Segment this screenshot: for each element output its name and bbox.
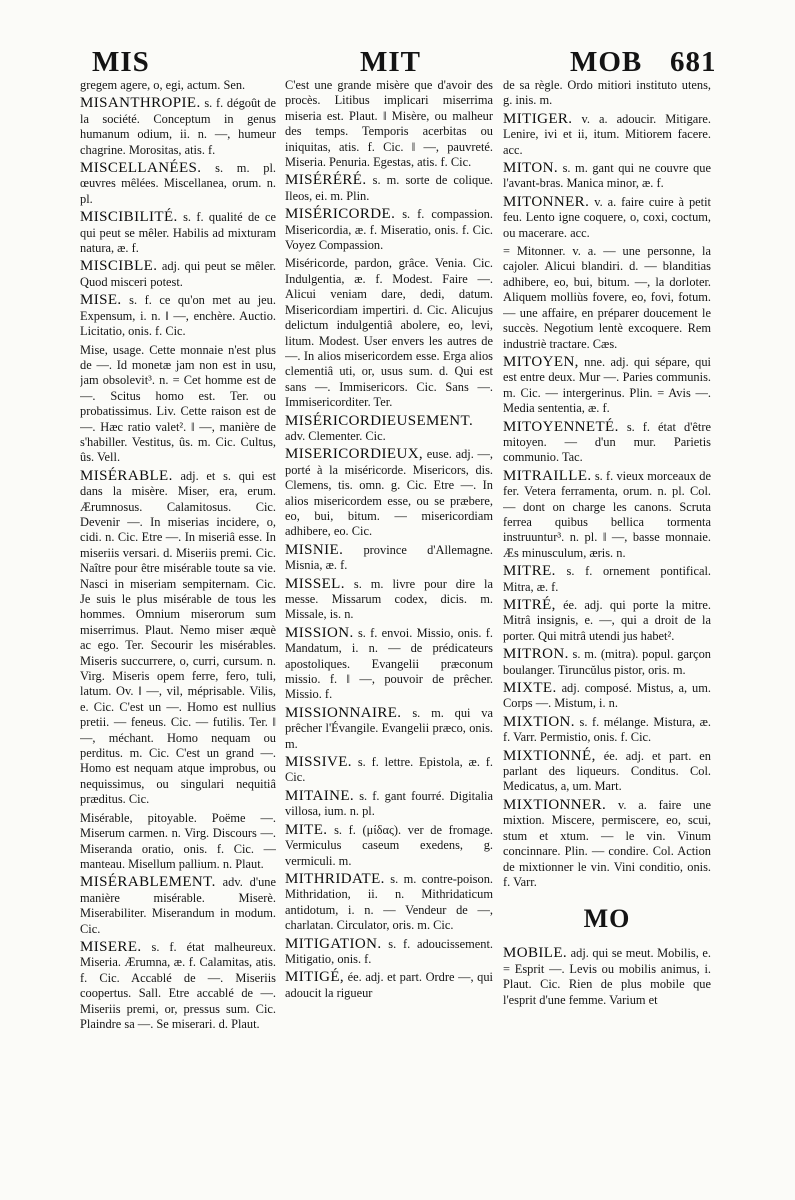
entry-headword: MISCIBLE. [80, 258, 158, 275]
entry-definition: v. a. adoucir. Mitigare. Lenire, ivi et ii, itum. Mitiorem facere. acc. [503, 111, 711, 157]
entry-definition: adj. et s. qui est dans la misère. Miser, era, erum. Ærumnosus. Calamitosus. Cic. Devenir —. In miserias incidere, o, cidi. n. Cic. Etre —. In miseriâ esse. In miseriis versari. d. Miseriis premi. Cic. Naître pour être misérable toute sa vie. Nasci in miseriam sempiternam. Cic. Je suis le plus misérable de tous les hommes. Omnium miserorum sum miserrimus. Plaut. Nemo miser æquè ac ego. Ter. Secourir les misérables. Miseris succurrere, o, curri, cursum. n. Virg. Miseris opem ferre, fero, tuli, latum. Ov. ‖ —, vil, méprisable. Vilis, e. Cic. C'est un —. Homo est nullius pretii. — feneus. Cic. — futilis. Ter. ‖ —, méchant. Homo nequam ou perditus. m. Cic. C'est un grand —. Homo est nequam atque improbus, ou nequissimus, ou singulari nequitiâ præditus. Cic. [80, 468, 276, 807]
entry-headword: MISÉRICORDIEUSEMENT. [285, 412, 474, 429]
dictionary-entry [80, 811, 276, 873]
entry-definition: s. f. qualité de ce qui peut se mêler. Habilis ad mixturam natura, æ. f. [80, 210, 276, 256]
running-header [78, 44, 718, 80]
dictionary-entry [285, 543, 493, 574]
entry-headword: MISÉRICORDE. [285, 206, 396, 223]
dictionary-entry [80, 293, 276, 339]
dictionary-entry [503, 598, 711, 644]
entry-definition: s. f. état d'être mitoyen. — d'un mur. Parietis communio. Tac. [503, 419, 711, 465]
entry-definition: de sa règle. Ordo mitiori instituto utens, g. inis. m. [503, 78, 711, 108]
entry-headword: MITRAILLE. [503, 467, 592, 484]
entry-definition: euse. adj. —, porté à la miséricorde. Misericors, dis. Clemens, tis. omn. g. Cic. Etre —. In alios misericordem esse, ou se præbere, eo, bui, bitum. — misericordiam adhibere, eo. Cic. [285, 447, 493, 539]
entry-headword: MIXTE. [503, 680, 557, 697]
entry-definition: s. m. livre pour dire la messe. Missarum codex, dicis. m. Missale, is. n. [285, 576, 493, 622]
entry-definition: adj. qui peut se mêler. Quod misceri potest. [80, 259, 276, 289]
entry-definition: s. f. adoucissement. Mitigatio, onis. f. [285, 936, 493, 966]
entry-definition: Mise, usage. Cette monnaie n'est plus de —. Id monetæ jam non est in usu, jam obsolevit³. n. = Cet homme est de —. Scitus homo est. Ter. ou probatissimus. Liv. Cette raison est de —. Hæc ratio valet². ‖ —, manière de s'habiller. Vestitus, ûs. m. Cic. Cultus, ûs. Vell. [80, 342, 276, 465]
dictionary-entry [80, 875, 276, 937]
entry-definition: s. m. sorte de colique. Ileos, ei. m. Plin. [285, 173, 493, 203]
entry-headword: MISERE. [80, 938, 142, 955]
entry-headword: MISSEL. [285, 575, 345, 592]
dictionary-entry [503, 244, 711, 352]
dictionary-entry [285, 823, 493, 869]
dictionary-entry [285, 414, 493, 445]
entry-definition: s. f. ce qu'on met au jeu. Expensum, i. n. ‖ —, enchère. Auctio. Licitatio, onis. f. Cic. [80, 293, 276, 339]
entry-definition: s. f. gant fourré. Digitalia villosa, ium. n. pl. [285, 788, 493, 819]
entry-headword: MISÉRÉRÉ. [285, 172, 367, 189]
dictionary-entry [503, 195, 711, 241]
entry-headword: MISE. [80, 292, 122, 309]
entry-headword: MISSION. [285, 624, 354, 641]
entry-definition: s. f. compassion. Misericordia, æ. f. Miseratio, onis. f. Cic. Voyez Compassion. [285, 207, 493, 253]
dictionary-entry [503, 112, 711, 158]
column-3 [503, 78, 711, 1188]
entry-headword: MITONNER. [503, 193, 590, 210]
entry-definition: Misérable, pitoyable. Poëme —. Miserum carmen. n. Virg. Discours —. Miseranda oratio, onis. f. Cic. — manteau. Misellum pallium. n. Plaut. [80, 810, 276, 871]
dictionary-entry [503, 564, 711, 595]
entry-definition: province d'Allemagne. Misnia, æ. f. [285, 542, 493, 573]
entry-definition: = Mitonner. v. a. — une personne, la cajoler. Alicui blandiri. d. — blanditias adhibere, eo, bui, bitum. —, la dorloter. Aliquem molliùs fovere, eo, fovi, fotum. — une affaire, en préparer doucement le succès. Negotium lentè excoquere. Rem industriè tractare. Cæs. [503, 244, 711, 351]
entry-headword: MISERICORDIEUX, [285, 446, 424, 463]
entry-definition: s. f. ornement pontifical. Mitra, æ. f. [503, 564, 711, 594]
entry-definition: adj. composé. Mistus, a, um. Corps —. Mistum, i. n. [503, 681, 711, 711]
dictionary-entry [503, 469, 711, 561]
dictionary-entry [285, 78, 493, 170]
dictionary-entry [503, 715, 711, 746]
entry-headword: MITIGER. [503, 110, 573, 127]
dictionary-entry [285, 872, 493, 934]
entry-definition: adj. qui se meut. Mobilis, e. = Esprit —. Levis ou mobilis animus, i. Plaut. Cic. Rien de plus mobile que l'esprit d'une femme. Varium et [503, 946, 711, 1007]
entry-headword: MITHRIDATE. [285, 870, 385, 887]
entry-definition: s. m. (mitra). popul. garçon boulanger. Tiruncŭlus pistor, oris. m. [503, 647, 711, 677]
dictionary-entry [503, 681, 711, 712]
header-center-word: MIT [360, 46, 421, 78]
dictionary-entry [80, 343, 276, 466]
dictionary-entry [80, 469, 276, 808]
dictionary-entry [503, 355, 711, 417]
dictionary-entry [80, 210, 276, 256]
dictionary-entry [285, 447, 493, 539]
entry-headword: MISCIBILITÉ. [80, 209, 178, 226]
entry-headword: MISÉRABLE. [80, 467, 173, 484]
entry-definition: adv. d'une manière misérable. Miserè. Miserabiliter. Miserandum in modum. Cic. [80, 875, 276, 936]
dictionary-entry [285, 577, 493, 623]
entry-definition: s. f. dégoût de la société. Conceptum in genus humanum odium, ii. n. —, humeur chagrine. Morositas, atis. f. [80, 96, 276, 157]
dictionary-entry [80, 96, 276, 158]
header-left-word: MIS [92, 46, 150, 78]
dictionary-entry [503, 647, 711, 678]
header-right-word: MOB [570, 46, 643, 78]
dictionary-entry [503, 798, 711, 890]
entry-headword: MITIGÉ, [285, 969, 345, 986]
entry-definition: adv. Clementer. Cic. [285, 428, 386, 443]
dictionary-entry [285, 789, 493, 820]
entry-headword: MITE. [285, 821, 328, 838]
column-2 [285, 78, 493, 1188]
entry-definition: s. m. qui va prêcher l'Évangile. Evangelii præco, onis. m. [285, 705, 493, 751]
entry-headword: MIXTION. [503, 713, 575, 730]
entry-definition: Miséricorde, pardon, grâce. Venia. Cic. Indulgentia, æ. f. Modest. Faire —. Alicui veniam dare, dedi, datum. Misericordiam impertiri. d. Cic. Alicujus delictum indulgentiâ abolere, eo, levi, litum. Modest. User envers les autres de —. In alios misericordem esse. Erga alios clementiâ uti, or, usus sum. d. Qui est sans —. Immisericors. Cic. Sans —. Immisericorditer. Ter. [285, 256, 493, 410]
entry-headword: MISANTHROPIE. [80, 95, 201, 112]
entry-definition: C'est une grande misère que d'avoir des procès. Litibus implicari miserrima miseria est. Plaut. ‖ Misère, ou malheur des temps. Temporis acerbitas ou iniquitas, atis. f. Cic. ‖ —, pauvreté. Miseria. Penuria. Egestas, atis. f. Cic. [285, 78, 493, 170]
dictionary-entry [80, 940, 276, 1032]
entry-definition: s. f. envoi. Missio, onis. f. Mandatum, i. n. — de prédicateurs apostoliques. Evangelii præconum missio. f. ‖ —, pouvoir de prêcher. Missio. f. [285, 625, 493, 702]
dictionary-entry [285, 706, 493, 752]
entry-headword: MITAINE. [285, 787, 355, 804]
dictionary-entry [285, 207, 493, 253]
entry-headword: MOBILE. [503, 945, 568, 962]
dictionary-entry [285, 970, 493, 1001]
dictionary-entry [285, 755, 493, 786]
entry-headword: MIXTIONNÉ, [503, 747, 596, 764]
dictionary-entry [80, 259, 276, 290]
entry-headword: MISSIONNAIRE. [285, 704, 402, 721]
entry-definition: ée. adj. qui porte la mitre. Mitrâ insignis, e. —, qui a droit de la porter. Qui mitrâ utendi jus habet². [503, 598, 711, 643]
entry-definition: s. f. (μίδας). ver de fromage. Vermiculus caseum exedens, g. vermiculi. m. [285, 822, 493, 868]
section-letter-heading: MO [583, 904, 631, 934]
entry-definition: s. f. vieux morceaux de fer. Vetera ferramenta, orum. n. pl. Col. — dont on charge les canons. Scruta ferrea quibus bellica tormenta instruuntur³. n. pl. ‖ —, basse monnaie. Æs minusculum, æris. n. [503, 468, 711, 560]
entry-headword: MITRÉ, [503, 597, 556, 613]
entry-definition: nne. adj. qui sépare, qui est entre deux. Mur —. Paries communis. m. Cic. — intergerinus. Plin. = Avis —. Media sententia, æ. f. [503, 354, 711, 416]
dictionary-entry [503, 420, 711, 466]
entry-definition: ée. adj. et part. Ordre —, qui adoucit la rigueur [285, 970, 493, 1000]
dictionary-entry [503, 749, 711, 795]
dictionary-entry [285, 256, 493, 410]
dictionary-entry [80, 78, 276, 93]
dictionary-entry [285, 626, 493, 703]
page-number: 681 [670, 46, 717, 78]
entry-definition: s. f. mélange. Mistura, æ. f. Varr. Permistio, onis. f. Cic. [503, 714, 711, 745]
entry-headword: MITOYEN, [503, 353, 579, 370]
dictionary-entry [503, 161, 711, 192]
entry-headword: MISCELLANÉES. [80, 160, 202, 177]
entry-definition: s. f. lettre. Epistola, æ. f. Cic. [285, 755, 493, 785]
entry-headword: MITRE. [503, 563, 556, 580]
entry-headword: MITIGATION. [285, 935, 382, 952]
entry-headword: MITRON. [503, 646, 569, 663]
entry-definition: ée. adj. et part. en parlant des liqueurs. Conditus. Col. Medicatus, a, um. Mart. [503, 748, 711, 794]
entry-headword: MISSIVE. [285, 754, 352, 771]
entry-definition: v. a. faire cuire à petit feu. Lento igne coquere, o, coxi, coctum, ou macerare. acc. [503, 194, 711, 240]
entry-definition: s. m. gant qui ne couvre que l'avant-bras. Manica minor, æ. f. [503, 161, 711, 191]
column-1 [80, 78, 276, 1188]
entry-definition: v. a. faire une mixtion. Miscere, permiscere, eo, scui, stum et xtum. — le vin. Vinum concinnare. Plin. — condire. Col. Action de mixtionner le vin. Vini conditio, onis. f. Varr. [503, 797, 711, 889]
entry-headword: MITON. [503, 160, 559, 177]
entry-definition: s. m. contre-poison. Mithridation, ii. n. Mithridaticum antidotum, i. n. — Vendeur de —, charlatan. Circulator, oris. m. Cic. [285, 871, 493, 933]
entry-headword: MIXTIONNER. [503, 796, 607, 813]
dictionary-entry [503, 946, 711, 1008]
entry-definition: s. f. état malheureux. Miseria. Ærumna, æ. f. Calamitas, atis. f. Cic. Accablé de —. Miseriis coopertus. Sall. Etre accablé de —. Miseriis premi, or, pressus sum. Cic. Plaindre sa —. Se miserari. d. Plaut. [80, 939, 276, 1031]
entry-headword: MISNIE. [285, 541, 344, 558]
entry-definition: gregem agere, o, egi, actum. Sen. [80, 78, 246, 92]
dictionary-entry [503, 78, 711, 109]
dictionary-entry [285, 173, 493, 204]
entry-headword: MISÉRABLEMENT. [80, 874, 216, 891]
entry-definition: s. m. pl. œuvres mêlées. Miscellanea, orum. n. pl. [80, 161, 276, 206]
dictionary-entry [285, 937, 493, 968]
dictionary-entry [80, 161, 276, 207]
entry-headword: MITOYENNETÉ. [503, 418, 619, 435]
